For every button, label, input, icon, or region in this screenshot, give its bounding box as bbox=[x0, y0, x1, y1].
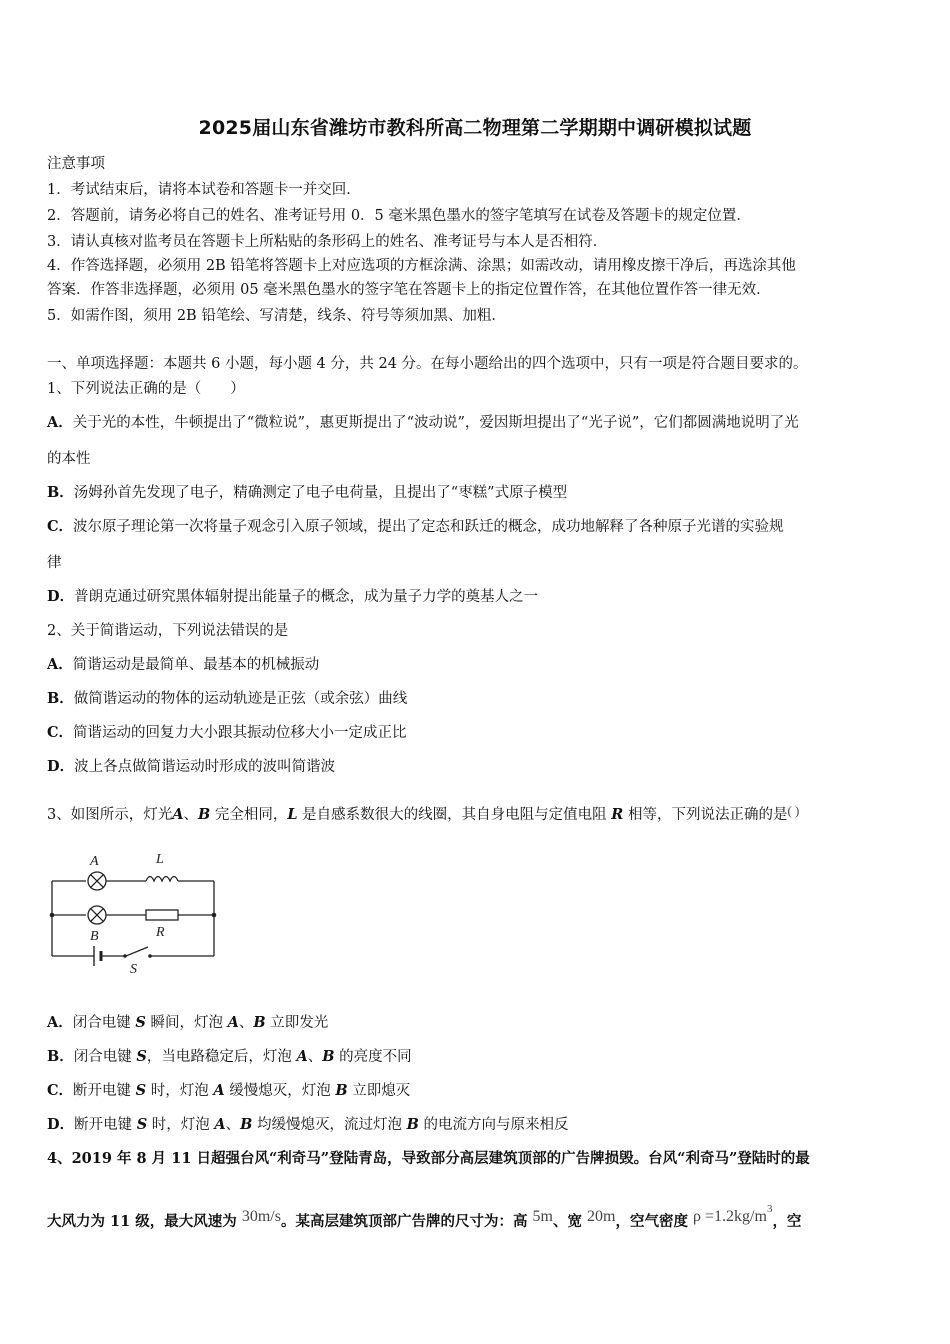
notice-item: 5．如需作图，须用 2B 铅笔绘、写清楚，线条、符号等须加黑、加粗． bbox=[47, 308, 506, 324]
option-text: 关于光的本性，牛顿提出了“微粒说”，惠更斯提出了“波动说”，爱因斯坦提出了“光子说”，它们都圆满地说明了光 bbox=[72, 415, 799, 431]
inductor-coil-icon bbox=[146, 877, 178, 882]
question-4-stem-line1: 4、2019 年 8 月 11 日超强台风“利奇马”登陆青岛，导致部分高层建筑顶部的广告牌损毁。台风“利奇马”登陆时的最 bbox=[47, 1150, 810, 1167]
notice-item: 3．请认真核对监考员在答题卡上所粘贴的条形码上的姓名、准考证号与本人是否相符． bbox=[47, 234, 608, 250]
option-text: 波尔原子理论第一次将量子观念引入原子领域，提出了定态和跃迁的概念，成功地解释了各种原子光谱的实验规 bbox=[73, 519, 784, 535]
question-2-stem: 2、关于简谐运动，下列说法错误的是 bbox=[47, 623, 289, 639]
stem-var: L bbox=[287, 806, 298, 823]
question-1-option-d bbox=[47, 585, 538, 606]
notice-item: 1．考试结束后，请将本试卷和答题卡一并交回． bbox=[47, 182, 361, 198]
option-label: C． bbox=[47, 1082, 74, 1099]
page-title: 2025届山东省潍坊市教科所高二物理第二学期期中调研模拟试题 bbox=[198, 117, 752, 139]
option-text: 立即熄灭 bbox=[347, 1083, 411, 1099]
question-1-option-c-cont: 律 bbox=[47, 555, 62, 571]
notice-item: 答案．作答非选择题，必须用 05 毫米黑色墨水的签字笔在答题卡上的指定位置作答，在其他位置作答一律无效． bbox=[47, 282, 771, 298]
option-label: A． bbox=[47, 1014, 73, 1031]
stem-text: 相等，下列说法正确的是 bbox=[623, 807, 788, 823]
width-value: 20m bbox=[587, 1208, 616, 1225]
section-heading: 一、单项选择题：本题共 6 小题，每小题 4 分，共 24 分。在每小题给出的四个选项中，只有一项是符合题目要求的。 bbox=[47, 356, 808, 372]
question-3-stem bbox=[47, 803, 799, 824]
question-2-option-c bbox=[47, 721, 407, 742]
stem-var: B bbox=[198, 806, 211, 823]
question-3-option-b bbox=[47, 1045, 412, 1066]
stem-text: 是自感系数很大的线圈，其自身电阻与定值电阻 bbox=[297, 807, 612, 823]
stem-text: 大风力为 11 级，最大风速为 bbox=[47, 1213, 242, 1230]
option-text: 闭合电键 bbox=[72, 1015, 136, 1031]
option-text: 简谐运动的回复力大小跟其振动位移大小一定成正比 bbox=[73, 725, 407, 741]
option-var: B bbox=[335, 1082, 348, 1099]
option-text: 的电流方向与原来相反 bbox=[418, 1117, 569, 1133]
option-label: B． bbox=[47, 690, 74, 707]
option-label: A． bbox=[47, 414, 73, 431]
question-3-option-c bbox=[47, 1079, 410, 1100]
label-l: L bbox=[156, 852, 164, 867]
option-text: 断开电键 bbox=[73, 1083, 136, 1099]
question-1-option-a bbox=[47, 411, 799, 432]
option-text: 时，灯泡 bbox=[146, 1083, 214, 1099]
stem-text: 、宽 bbox=[552, 1213, 588, 1230]
option-text: 时，灯泡 bbox=[147, 1117, 215, 1133]
notice-item: 2．答题前，请务必将自己的姓名、准考证号用 0．5 毫米黑色墨水的签字笔填写在试卷及答题卡的规定位置． bbox=[47, 208, 751, 224]
option-text: 做简谐运动的物体的运动轨迹是正弦（或余弦）曲线 bbox=[73, 691, 408, 707]
density-exponent: 3 bbox=[766, 1203, 773, 1215]
label-b: B bbox=[90, 929, 99, 944]
resistor-icon bbox=[146, 910, 178, 920]
option-var: B bbox=[406, 1116, 419, 1133]
question-2-option-d bbox=[47, 755, 335, 776]
stem-text: ，空 bbox=[772, 1213, 802, 1230]
option-text: 普朗克通过研究黑体辐射提出能量子的概念，成为量子力学的奠基人之一 bbox=[74, 589, 539, 605]
option-text: 断开电键 bbox=[74, 1117, 137, 1133]
question-2-option-b bbox=[47, 687, 407, 708]
stem-text: 完全相同， bbox=[210, 807, 288, 823]
question-4-stem-line2 bbox=[47, 1203, 801, 1231]
option-label: D． bbox=[47, 588, 75, 605]
option-label: A． bbox=[47, 656, 73, 673]
stem-text: ，空气密度 bbox=[615, 1213, 694, 1230]
label-a: A bbox=[90, 854, 99, 869]
option-text: 、 bbox=[238, 1015, 254, 1031]
option-var: A bbox=[227, 1014, 239, 1031]
option-text: 简谐运动是最简单、最基本的机械振动 bbox=[72, 657, 320, 673]
option-text: 缓慢熄灭，灯泡 bbox=[224, 1083, 336, 1099]
switch-icon bbox=[126, 947, 148, 956]
question-1-option-b bbox=[47, 481, 567, 502]
option-label: C． bbox=[47, 518, 74, 535]
label-s: S bbox=[130, 962, 137, 977]
option-label: C． bbox=[47, 724, 74, 741]
notice-heading: 注意事项 bbox=[47, 156, 105, 172]
stem-var: R bbox=[611, 806, 624, 823]
option-var: A bbox=[296, 1048, 308, 1065]
option-var: A bbox=[214, 1116, 226, 1133]
option-text: 、 bbox=[225, 1117, 241, 1133]
stem-var: A bbox=[172, 806, 184, 823]
question-2-option-a bbox=[47, 653, 319, 674]
stem-text: 。某高层建筑顶部广告牌的尺寸为：高 bbox=[280, 1213, 533, 1230]
option-var: S bbox=[135, 1082, 147, 1099]
option-var: S bbox=[135, 1014, 146, 1031]
stem-text: 3、如图所示，灯光 bbox=[47, 807, 173, 823]
option-text: 汤姆孙首先发现了电子，精确测定了电子电荷量，且提出了“枣糕”式原子模型 bbox=[73, 485, 568, 501]
question-1-option-a-cont: 的本性 bbox=[47, 451, 91, 467]
option-text: 均缓慢熄灭，流过灯泡 bbox=[252, 1117, 407, 1133]
question-1-option-c bbox=[47, 515, 784, 536]
option-label: D． bbox=[47, 758, 75, 775]
question-3-option-d bbox=[47, 1113, 569, 1134]
option-var: S bbox=[136, 1048, 147, 1065]
option-text: 立即发光 bbox=[265, 1015, 329, 1031]
option-text: 瞬间，灯泡 bbox=[145, 1015, 228, 1031]
question-1-stem: 1、下列说法正确的是（ ） bbox=[47, 381, 245, 397]
question-3-option-a bbox=[47, 1011, 328, 1032]
option-text: 、 bbox=[307, 1049, 323, 1065]
option-var: S bbox=[136, 1116, 148, 1133]
answer-blank: ( ) bbox=[787, 803, 800, 818]
option-text: 波上各点做简谐运动时形成的波叫简谐波 bbox=[74, 759, 336, 775]
option-label: D． bbox=[47, 1116, 75, 1133]
option-label: B． bbox=[47, 484, 74, 501]
option-var: B bbox=[322, 1048, 335, 1065]
label-r: R bbox=[156, 925, 165, 940]
option-label: B． bbox=[47, 1048, 74, 1065]
option-text: 闭合电键 bbox=[73, 1049, 137, 1065]
circuit-diagram bbox=[44, 848, 224, 978]
height-value: 5m bbox=[532, 1208, 553, 1225]
density-value: ρ =1.2kg/m bbox=[693, 1208, 767, 1225]
option-var: B bbox=[253, 1014, 266, 1031]
stem-text: 、 bbox=[183, 807, 198, 823]
notice-item: 4．作答选择题，必须用 2B 铅笔将答题卡上对应选项的方框涂满、涂黑；如需改动，请用橡皮擦干净后，再选涂其他 bbox=[47, 258, 796, 274]
option-text: 的亮度不同 bbox=[334, 1049, 412, 1065]
option-var: A bbox=[213, 1082, 225, 1099]
option-var: B bbox=[240, 1116, 253, 1133]
option-text: ，当电路稳定后，灯泡 bbox=[146, 1049, 297, 1065]
speed-value: 30m/s bbox=[241, 1208, 281, 1225]
